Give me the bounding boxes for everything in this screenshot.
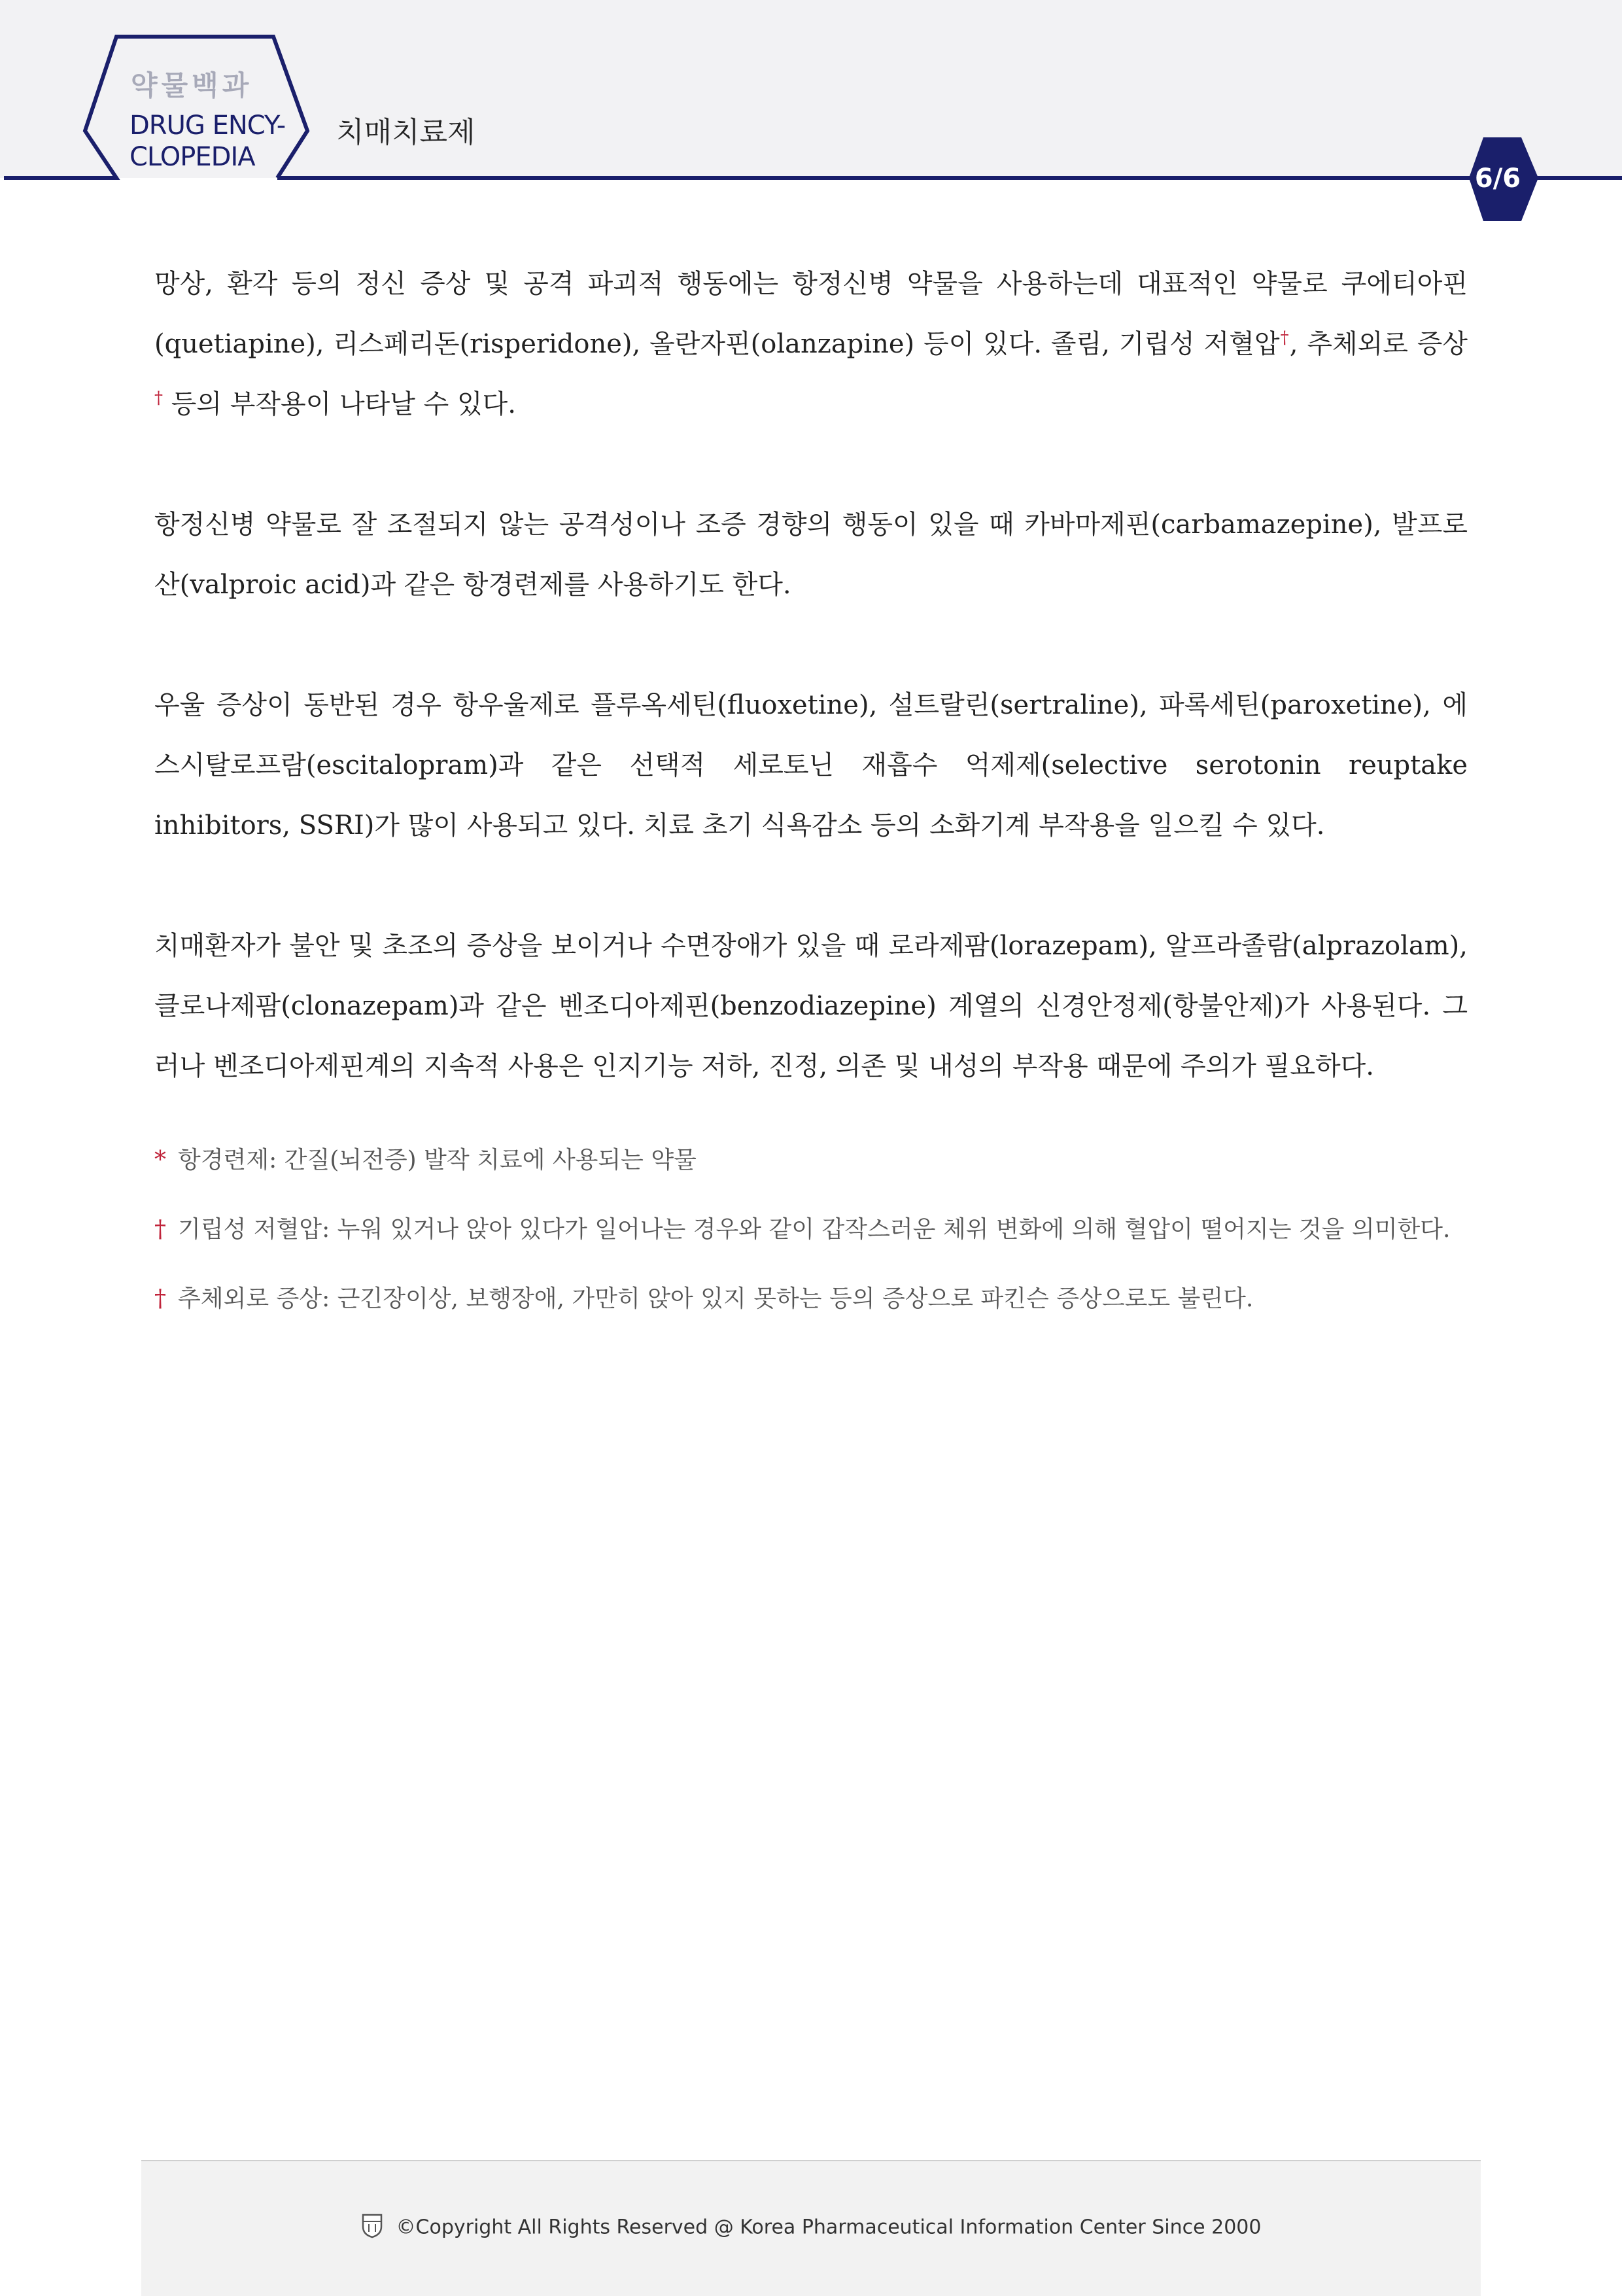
footer bbox=[141, 2160, 1481, 2296]
footnote-marker: † bbox=[1279, 328, 1290, 348]
footnotes bbox=[154, 1133, 1468, 1327]
paragraph-anticonvulsants: 항정신병 약물로 잘 조절되지 않는 공격성이나 조증 경향의 행동이 있을 때 카바마제핀(carbamazepine), 발프로산(valproic acid)과 같은 항경련제를 사용하기도 한다. bbox=[154, 510, 1468, 600]
footnote-symbol: † bbox=[154, 1216, 166, 1243]
footnote-text: 항경련제: 간질(뇌전증) 발작 치료에 사용되는 약물 bbox=[178, 1147, 697, 1174]
footnote-text: 기립성 저혈압: 누워 있거나 앉아 있다가 일어나는 경우와 같이 갑작스러운 체위 변화에 의해 혈압이 떨어지는 것을 의미한다. bbox=[178, 1216, 1451, 1243]
footnote-item bbox=[154, 1272, 1468, 1327]
footnote-symbol: † bbox=[154, 1285, 166, 1312]
footnote-symbol: * bbox=[154, 1147, 166, 1174]
main-content bbox=[154, 254, 1468, 1341]
paragraph-text: , 추체외로 증상 bbox=[1289, 329, 1468, 359]
logo-korean-text: 약물백과 bbox=[131, 69, 253, 101]
copyright-text: ©Copyright All Rights Reserved @ Korea Pharmaceutical Information Center Since 2000 bbox=[396, 2216, 1262, 2239]
shield-logo-icon bbox=[361, 2212, 383, 2244]
paragraph-text: 망상, 환각 등의 정신 증상 및 공격 파괴적 행동에는 항정신병 약물을 사용하는데 대표적인 약물로 쿠에티아핀(quetiapine), 리스페리돈(risperidone), 올란자핀(olanzapine) 등이 있다. 졸림, 기립성 저혈압 bbox=[154, 269, 1468, 359]
page-number: 6/6 bbox=[1474, 164, 1521, 194]
document-title: 치매치료제 bbox=[336, 116, 475, 149]
logo-english-text: DRUG ENCY- CLOPEDIA bbox=[129, 111, 286, 172]
footnote-marker: † bbox=[154, 388, 163, 408]
paragraph-text: 등의 부작용이 나타날 수 있다. bbox=[163, 389, 516, 419]
footnote-text: 추체외로 증상: 근긴장이상, 보행장애, 가만히 앉아 있지 못하는 등의 증상으로 파킨슨 증상으로도 불린다. bbox=[178, 1285, 1254, 1312]
footer-line bbox=[141, 2212, 1481, 2244]
paragraph-antipsychotics bbox=[154, 254, 1468, 434]
paragraph-benzodiazepines: 치매환자가 불안 및 초조의 증상을 보이거나 수면장애가 있을 때 로라제팜(lorazepam), 알프라졸람(alprazolam), 클로나제팜(clonazepam)과 같은 벤조디아제핀(benzodiazepine) 계열의 신경안정제(항불안제)가 사용된다. 그러나 벤조디아제핀계의 지속적 사용은 인지기능 저하, 진정, 의존 및 내성의 부작용 때문에 주의가 필요하다. bbox=[154, 931, 1468, 1081]
footnote-item bbox=[154, 1133, 1468, 1188]
paragraph-antidepressants: 우울 증상이 동반된 경우 항우울제로 플루옥세틴(fluoxetine), 설트랄린(sertraline), 파록세틴(paroxetine), 에스시탈로프람(escitalopram)과 같은 선택적 세로토닌 재흡수 억제제(selective serotonin reuptake inhibitors, SSRI)가 많이 사용되고 있다. 치료 초기 식욕감소 등의 소화기계 부작용을 일으킬 수 있다. bbox=[154, 690, 1468, 841]
footnote-item bbox=[154, 1202, 1468, 1257]
